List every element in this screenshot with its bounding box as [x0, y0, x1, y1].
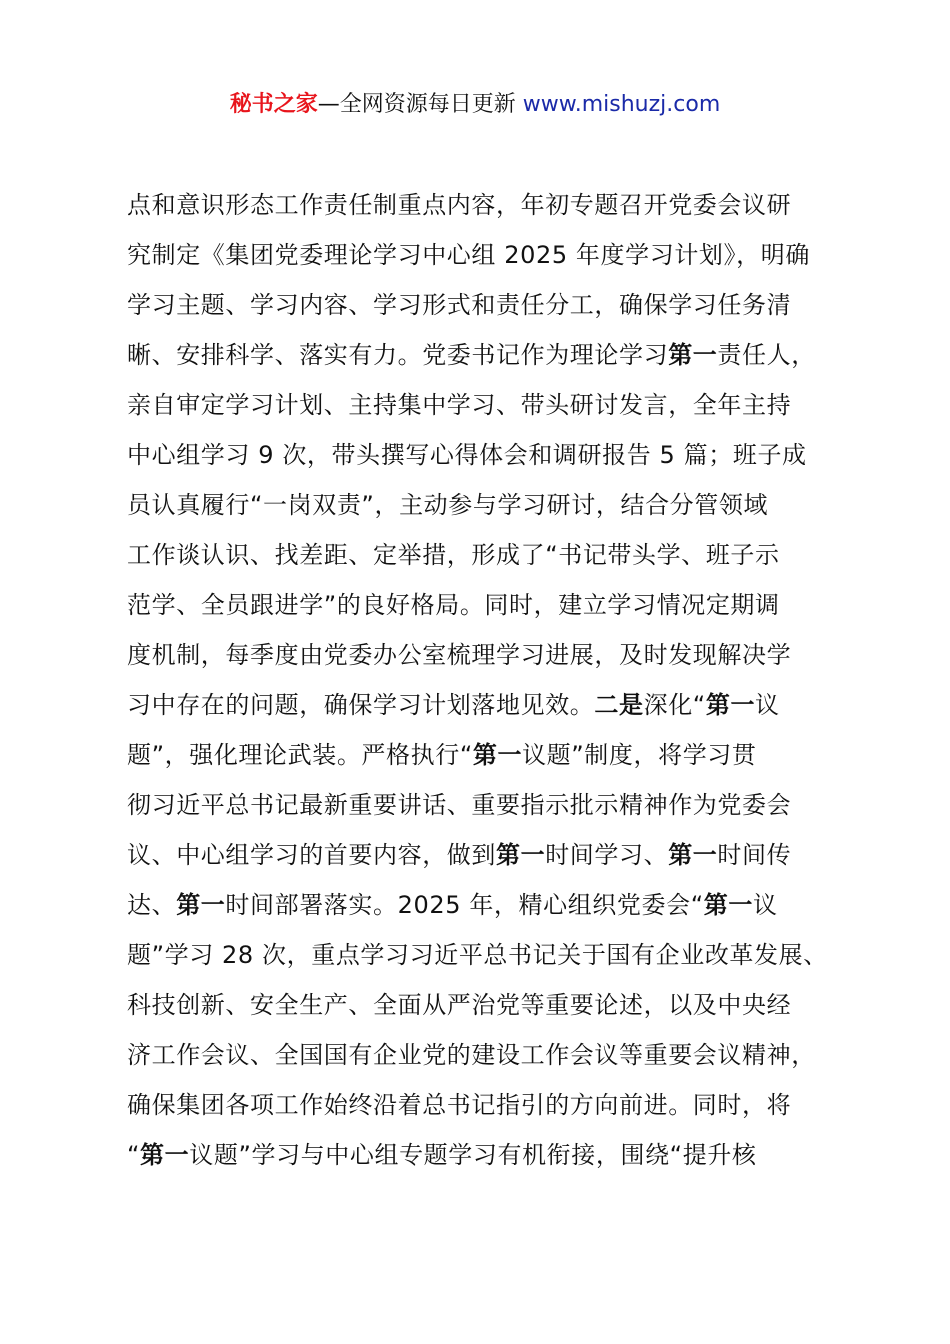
text-segment: 彻习近平总书记最新重要讲话、重要指示批示精神作为党委会 — [127, 791, 792, 819]
text-line — [127, 880, 837, 930]
bold-text-segment: 第一 — [705, 691, 756, 719]
text-line — [127, 780, 837, 830]
bold-text-segment: 第一 — [176, 891, 226, 919]
bold-text-segment: 第一 — [668, 841, 718, 869]
text-segment: 议题”学习与中心组专题学习有机衔接，围绕“提升核 — [189, 1141, 757, 1169]
text-line — [127, 930, 837, 980]
text-segment: 题”，强化理论武装。严格执行“ — [127, 741, 473, 769]
bold-text-segment: 第一 — [703, 891, 753, 919]
bold-text-segment: 第一 — [472, 741, 523, 769]
text-segment: 晰、安排科学、落实有力。党委书记作为理论学习 — [127, 341, 669, 369]
text-segment: 员认真履行“一岗双责”，主动参与学习研讨，结合分管领域 — [127, 491, 769, 519]
bold-text-segment: 第一 — [668, 341, 718, 369]
text-segment: 时间传 — [717, 841, 792, 869]
text-line — [127, 430, 837, 480]
site-header — [0, 88, 950, 122]
text-line — [127, 980, 837, 1030]
text-segment: 学习主题、学习内容、学习形式和责任分工，确保学习任务清 — [127, 291, 792, 319]
text-line — [127, 180, 837, 230]
text-line — [127, 730, 837, 780]
text-segment: 科技创新、安全生产、全面从严治党等重要论述，以及中央经 — [127, 991, 792, 1019]
text-segment: 时间学习、 — [545, 841, 669, 869]
brand-name: 秘书之家 — [229, 92, 318, 117]
text-segment: 点和意识形态工作责任制重点内容，年初专题召开党委会议研 — [127, 191, 792, 219]
bold-text-segment: 第一 — [496, 841, 546, 869]
text-line — [127, 680, 837, 730]
document-body — [127, 180, 837, 1180]
text-segment: 议 — [752, 891, 778, 919]
text-line — [127, 530, 837, 580]
text-segment: 题”学习 28 次，重点学习习近平总书记关于国有企业改革发展、 — [127, 941, 828, 969]
text-line — [127, 830, 837, 880]
text-line — [127, 1130, 837, 1180]
text-line — [127, 330, 837, 380]
text-segment: 议、中心组学习的首要内容，做到 — [127, 841, 496, 869]
text-segment: 达、 — [127, 891, 177, 919]
text-segment: 济工作会议、全国国有企业党的建设工作会议等重要会议精神， — [127, 1041, 816, 1069]
text-segment: “ — [127, 1141, 141, 1169]
text-segment: 责任人， — [717, 341, 816, 369]
text-segment: 议题”制度，将学习贯 — [522, 741, 757, 769]
text-segment: 亲自审定学习计划、主持集中学习、带头研讨发言，全年主持 — [127, 391, 792, 419]
text-segment: 究制定《集团党委理论学习中心组 2025 年度学习计划》，明确 — [127, 241, 810, 269]
text-line — [127, 630, 837, 680]
text-segment: 中心组学习 9 次，带头撰写心得体会和调研报告 5 篇；班子成 — [127, 441, 807, 469]
text-segment: 议 — [755, 691, 780, 719]
text-segment: 工作谈认识、找差距、定举措，形成了“书记带头学、班子示 — [127, 541, 780, 569]
bold-text-segment: 第一 — [140, 1141, 190, 1169]
text-line — [127, 1080, 837, 1130]
text-segment: 时间部署落实。2025 年，精心组织党委会“ — [225, 891, 704, 919]
text-line — [127, 380, 837, 430]
text-segment: 深化“ — [643, 691, 706, 719]
bold-text-segment: 二是 — [594, 691, 644, 719]
text-line — [127, 1030, 837, 1080]
text-segment: 习中存在的问题，确保学习计划落地见效。 — [127, 691, 595, 719]
text-segment: 确保集团各项工作始终沿着总书记指引的方向前进。同时，将 — [127, 1091, 792, 1119]
text-line — [127, 580, 837, 630]
text-line — [127, 280, 837, 330]
text-line — [127, 480, 837, 530]
text-segment: 度机制，每季度由党委办公室梳理学习进展，及时发现解决学 — [127, 641, 792, 669]
tagline: —全网资源每日更新 — [317, 92, 523, 117]
text-segment: 范学、全员跟进学”的良好格局。同时，建立学习情况定期调 — [127, 591, 780, 619]
text-line — [127, 230, 837, 280]
site-url-link[interactable]: www.mishuzj.com — [522, 92, 721, 117]
